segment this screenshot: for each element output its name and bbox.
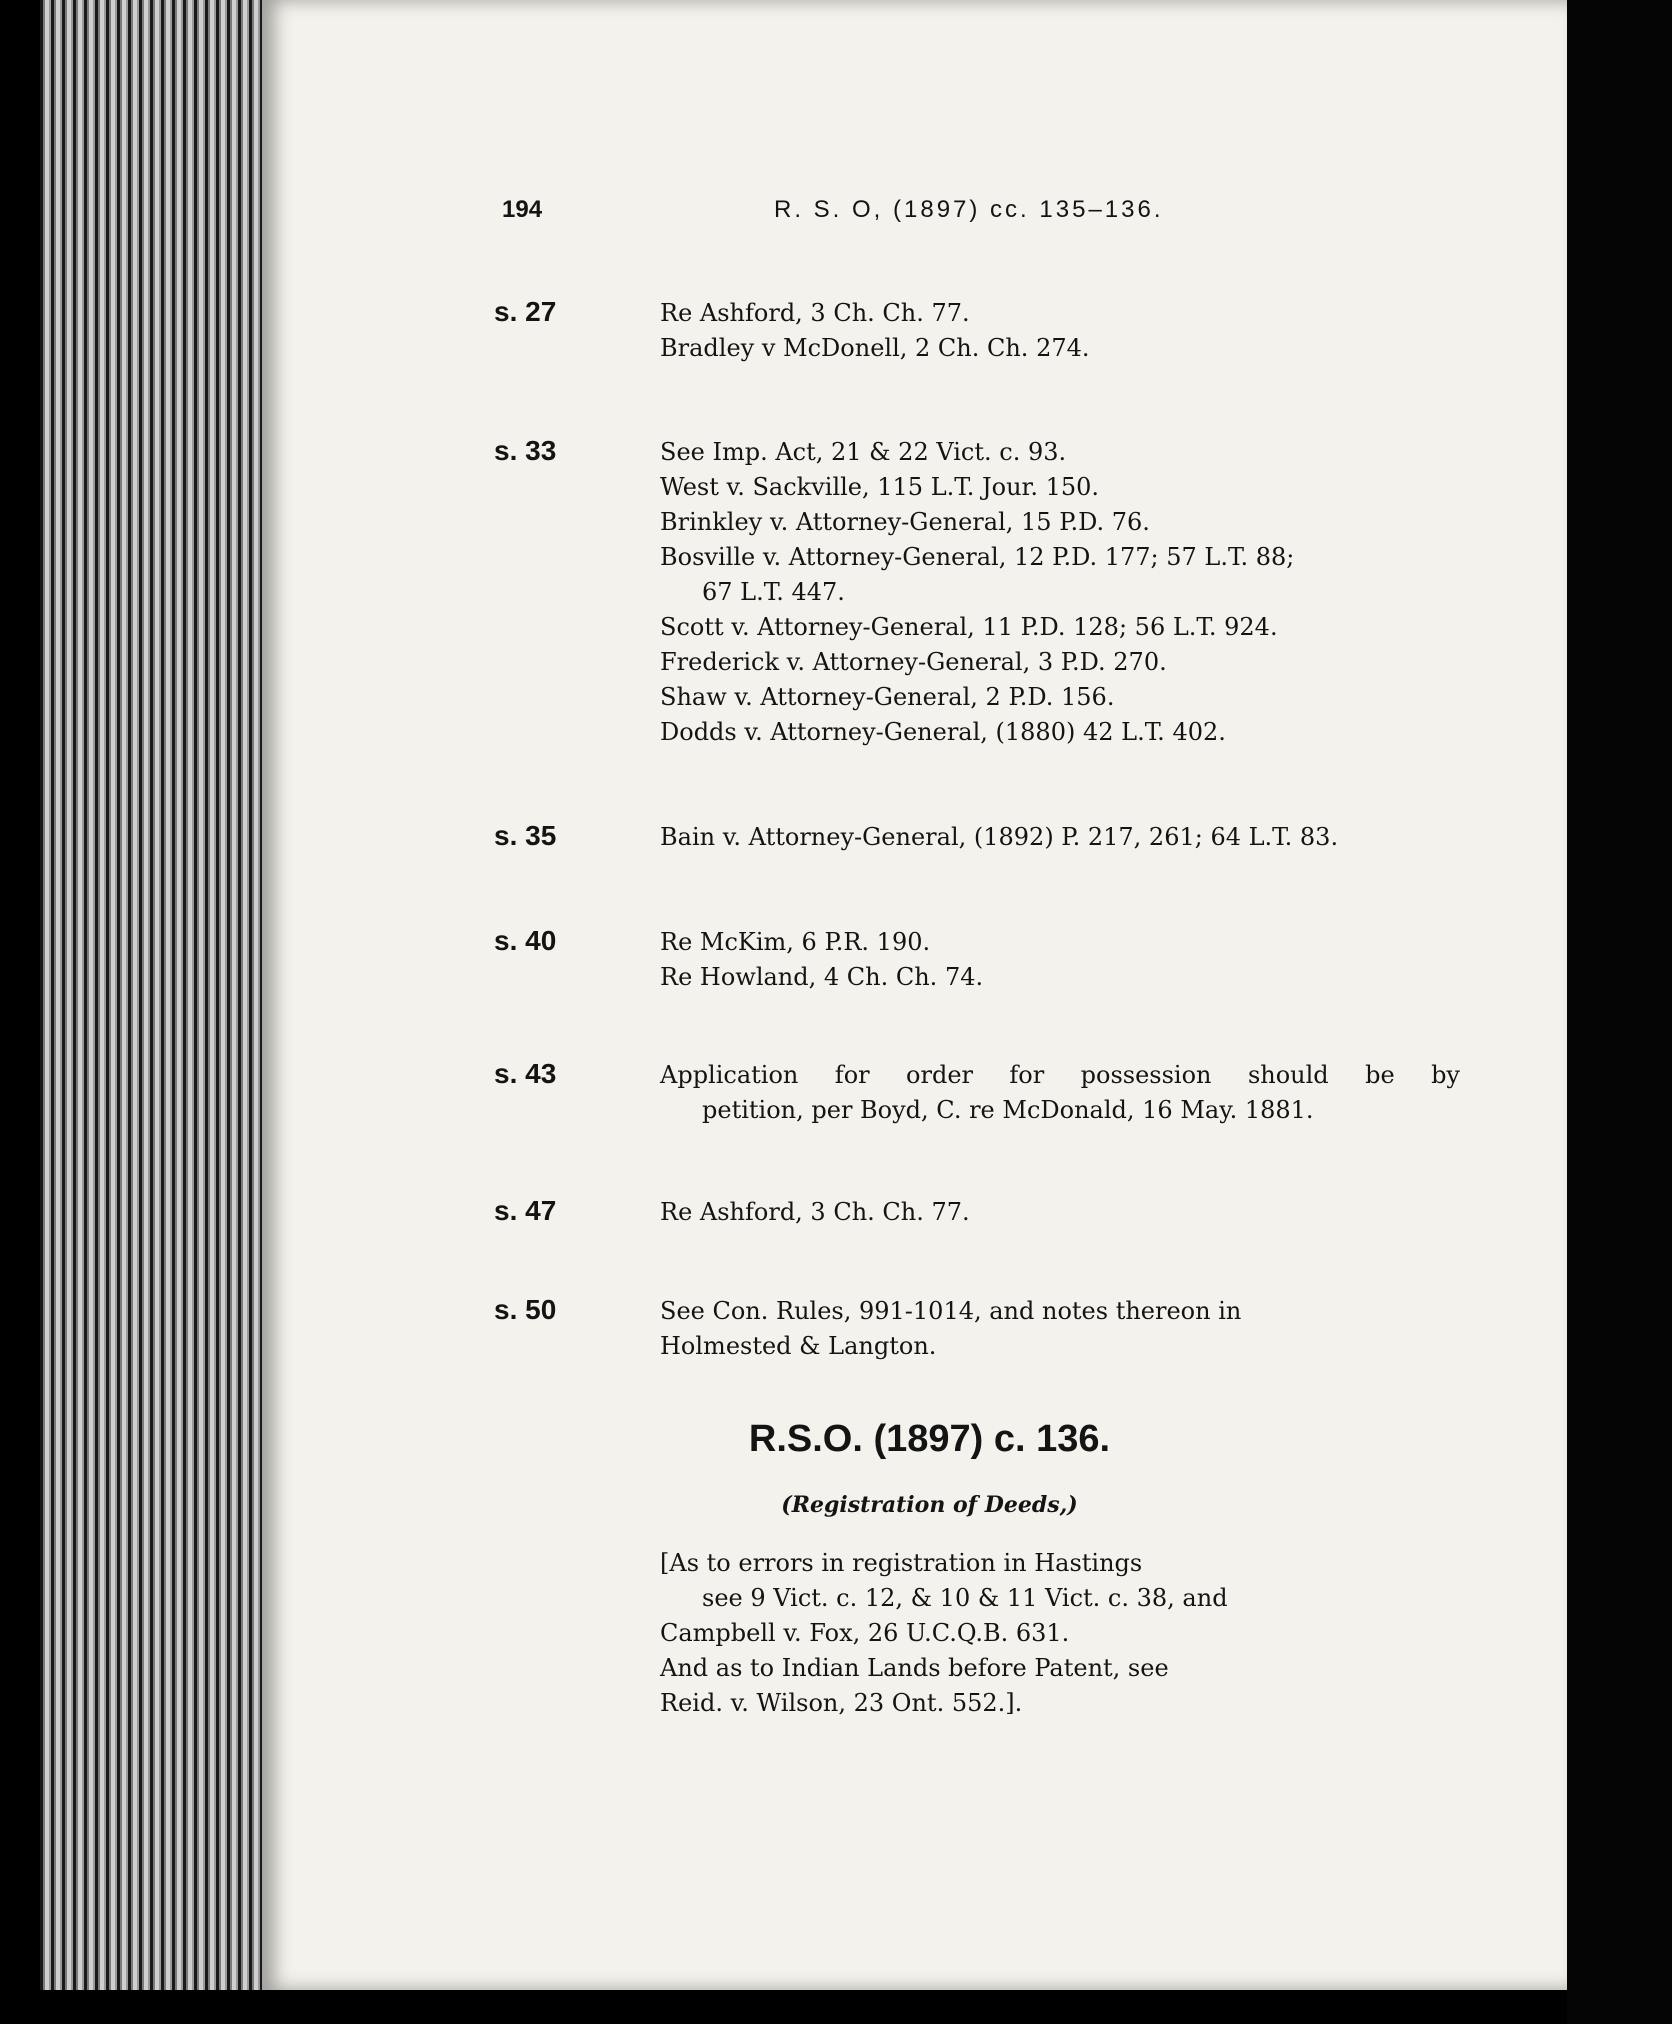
running-head: R. S. O, (1897) cc. 135–136.: [774, 196, 1164, 223]
facing-page-shadow: [1567, 0, 1672, 2024]
citation-line: Brinkley v. Attorney-General, 15 P.D. 76.: [660, 508, 1150, 536]
citation-line: Re Howland, 4 Ch. Ch. 74.: [660, 963, 984, 991]
note-line: And as to Indian Lands before Patent, see: [660, 1654, 1169, 1682]
citation-line: Holmested & Langton.: [660, 1332, 937, 1360]
citation-line: Re Ashford, 3 Ch. Ch. 77.: [660, 1198, 970, 1226]
section-label: s. 43: [494, 1058, 557, 1089]
chapter-note: [660, 1546, 1310, 1721]
citation-line: 67 L.T. 447.: [702, 578, 845, 606]
section-label: s. 27: [494, 296, 557, 327]
citation-list: [660, 925, 1460, 995]
citation-line: See Con. Rules, 991-1014, and notes thereon in: [660, 1297, 1242, 1325]
page-content: [262, 0, 1567, 1990]
citation-list: [660, 1294, 1460, 1364]
section-label: s. 40: [494, 925, 557, 956]
note-line: Reid. v. Wilson, 23 Ont. 552.].: [660, 1689, 1023, 1717]
citation-list: [660, 435, 1460, 750]
citation-line: Bosville v. Attorney-General, 12 P.D. 177; 57 L.T. 88;: [660, 543, 1295, 571]
citation-list: [660, 1195, 1460, 1230]
citation-line: Re McKim, 6 P.R. 190.: [660, 928, 931, 956]
citation-line: See Imp. Act, 21 & 22 Vict. c. 93.: [660, 438, 1067, 466]
note-line: [As to errors in registration in Hastings: [660, 1549, 1143, 1577]
citation-line: petition, per Boyd, C. re McDonald, 16 May. 1881.: [702, 1096, 1314, 1124]
section-label: s. 47: [494, 1195, 557, 1226]
book-page: [262, 0, 1567, 1990]
citation-line: West v. Sackville, 115 L.T. Jour. 150.: [660, 473, 1100, 501]
citation-list: [660, 296, 1460, 366]
citation-list: [660, 1058, 1460, 1128]
note-line: see 9 Vict. c. 12, & 10 & 11 Vict. c. 38, and: [702, 1584, 1228, 1612]
citation-line: Application for order for possession should be by: [660, 1061, 1460, 1089]
section-label: s. 33: [494, 435, 557, 466]
note-line: Campbell v. Fox, 26 U.C.Q.B. 631.: [660, 1619, 1070, 1647]
citation-line: Re Ashford, 3 Ch. Ch. 77.: [660, 299, 970, 327]
citation-line: Bradley v McDonell, 2 Ch. Ch. 274.: [660, 334, 1090, 362]
citation-line: Dodds v. Attorney-General, (1880) 42 L.T. 402.: [660, 718, 1226, 746]
citation-list: [660, 820, 1460, 855]
chapter-subtitle: (Registration of Deeds,): [781, 1492, 1078, 1518]
chapter-title: R.S.O. (1897) c. 136.: [748, 1418, 1111, 1460]
citation-line: Bain v. Attorney-General, (1892) P. 217, 261; 64 L.T. 83.: [660, 823, 1339, 851]
book-page-edges: [40, 0, 270, 1990]
section-label: s. 35: [494, 820, 557, 851]
page-number: 194: [502, 196, 543, 223]
citation-line: Shaw v. Attorney-General, 2 P.D. 156.: [660, 683, 1115, 711]
citation-line: Frederick v. Attorney-General, 3 P.D. 270.: [660, 648, 1167, 676]
citation-line: Scott v. Attorney-General, 11 P.D. 128; 56 L.T. 924.: [660, 613, 1278, 641]
page-header: [262, 196, 1567, 236]
section-label: s. 50: [494, 1294, 557, 1325]
